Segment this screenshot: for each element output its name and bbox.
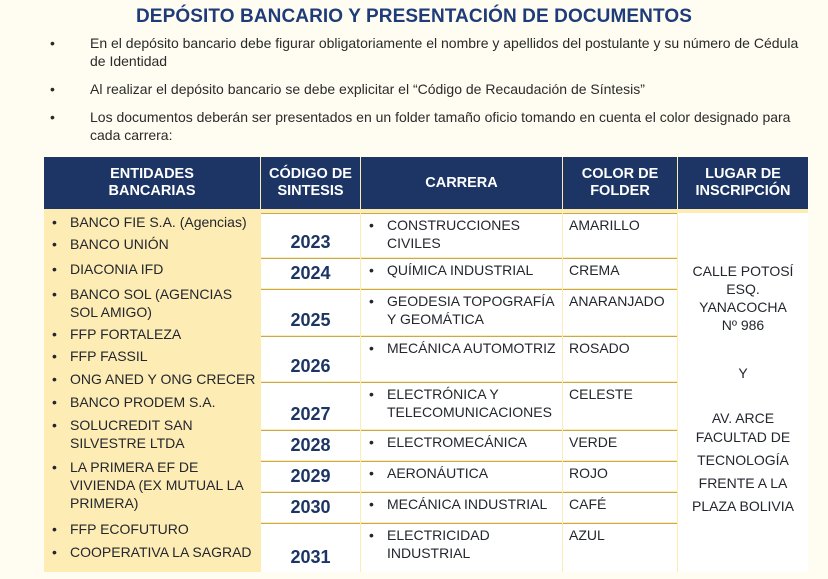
header-color: COLOR DE FOLDER — [563, 157, 677, 209]
color-cell: CREMA — [563, 258, 677, 288]
place-line: PLAZA BOLIVIA — [692, 498, 794, 514]
color-cell: ROJO — [563, 461, 677, 491]
color-cell: CELESTE — [563, 382, 677, 429]
code-cell: 2029 — [261, 461, 360, 491]
place-line: YANACOCHA — [699, 299, 787, 315]
registration-table: ENTIDADES BANCARIAS CÓDIGO DE SINTESIS CARRERA COLOR DE FOLDER LUGAR DE INSCRIPCIÓN • BANCO FIE S.A. (Agencias) • BANCO UNIÓN • DIACONIA IFD • BANCO SOL (AGENCIAS SOL AMIGO) • FFP FORTALEZA • FFP FASSIL • ONG ANED Y ONG CRECER • BANCO PRODEM S.A. • SOLUCREDIT SAN SILVESTRE LTDA • LA PRIMERA EF DE VIVIENDA (EX MUTUAL LA PRIMERA) • FFP ECOFUTURO • COOPERATIVA LA SAGRAD 2023 • CONSTRUCCIONES CIVILES AMARILLO 2024 • QUÍMICA INDUSTRIAL CREMA 2025 • GEODESIA TOPOGRAFÍA Y GEOMÁTICA ANARANJADO 2026 • MECÁNICA AUTOMOTRIZ ROSADO 2027 • ELECTRÓNICA Y TELECOMUNICACIONES CELESTE 2028 • ELECTROMECÁNICA VERDE 2029 • AERONÁUTICA ROJO 2030 • MECÁNICA INDUSTRIAL CAFÉ 2031 • ELECTRICIDAD INDUSTRIAL AZUL CALLE POTOSÍ ESQ. YANACOCHA Nº 986 Y AV. ARCE FACULTAD DE TECNOLOGÍA FRENTE A LA PLAZA BOLIVIA — [44, 157, 808, 572]
career-cell: • AERONÁUTICA — [361, 461, 562, 491]
place-line: Nº 986 — [721, 317, 765, 333]
page-title: DEPÓSITO BANCARIO Y PRESENTACIÓN DE DOCUMENTOS — [135, 6, 693, 27]
code-cell: 2023 — [261, 213, 360, 257]
career-cell: • ELECTROMECÁNICA — [361, 430, 562, 460]
career-cell: • MECÁNICA AUTOMOTRIZ — [361, 336, 562, 381]
bullet-dot: • — [50, 35, 55, 51]
color-cell: AZUL — [563, 523, 677, 572]
instruction-text: Los documentos deberán ser presentados en un folder tamaño oficio tomando en cuenta el color designado para cada carrera: — [90, 109, 791, 143]
code-cell: 2026 — [261, 336, 360, 381]
place-line: Y — [738, 365, 748, 381]
code-cell: 2028 — [261, 430, 360, 460]
code-cell: 2031 — [261, 523, 360, 572]
header-code: CÓDIGO DE SINTESIS — [261, 157, 360, 209]
place-line: FRENTE A LA — [698, 475, 788, 491]
color-cell: ANARANJADO — [563, 289, 677, 335]
code-cell: 2030 — [261, 492, 360, 522]
career-cell: • ELECTRÓNICA Y TELECOMUNICACIONES — [361, 382, 562, 429]
instruction-text: En el depósito bancario debe figurar obligatoriamente el nombre y apellidos del postulante y su número de Cédula de Identidad — [90, 35, 799, 69]
inscription-place-cell — [678, 213, 808, 572]
code-cell: 2027 — [261, 382, 360, 429]
header-career: CARRERA — [361, 157, 562, 209]
place-line: AV. ARCE — [711, 410, 775, 426]
instruction-text: Al realizar el depósito bancario se debe explicitar el “Código de Recaudación de Síntesis” — [90, 81, 645, 97]
header-banks: ENTIDADES BANCARIAS — [44, 157, 260, 209]
bullet-dot: • — [50, 109, 55, 125]
career-cell: • QUÍMICA INDUSTRIAL — [361, 258, 562, 288]
color-cell: AMARILLO — [563, 213, 677, 257]
header-place: LUGAR DE INSCRIPCIÓN — [678, 157, 808, 209]
career-cell: • GEODESIA TOPOGRAFÍA Y GEOMÁTICA — [361, 289, 562, 335]
place-line: TECNOLOGÍA — [697, 452, 789, 468]
place-line: CALLE POTOSÍ — [692, 263, 794, 279]
career-cell: • CONSTRUCCIONES CIVILES — [361, 213, 562, 257]
bullet-dot: • — [50, 81, 55, 97]
color-cell: VERDE — [563, 430, 677, 460]
code-cell: 2025 — [261, 289, 360, 335]
color-cell: CAFÉ — [563, 492, 677, 522]
color-cell: ROSADO — [563, 336, 677, 381]
code-cell: 2024 — [261, 258, 360, 288]
career-cell: • MECÁNICA INDUSTRIAL — [361, 492, 562, 522]
place-line: FACULTAD DE — [695, 429, 791, 445]
career-cell: • ELECTRICIDAD INDUSTRIAL — [361, 523, 562, 572]
place-line: ESQ. — [726, 281, 760, 297]
